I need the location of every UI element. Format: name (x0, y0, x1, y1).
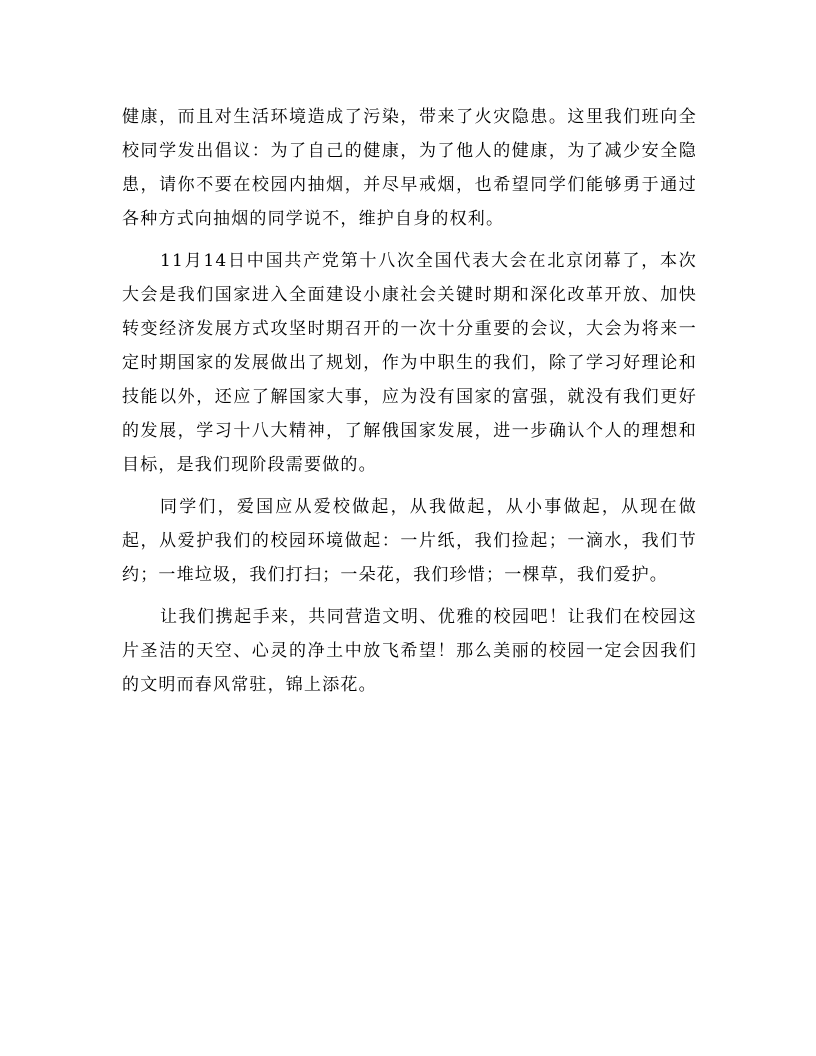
paragraph-smoking-initiative: 健康，而且对生活环境造成了污染，带来了火灾隐患。这里我们班向全校同学发出倡议：为了自己的健康，为了他人的健康，为了减少安全隐患，请你不要在校园内抽烟，并尽早戒烟，也希望同学们能够勇于通过各种方式向抽烟的同学说不，维护自身的权利。 (122, 107, 697, 229)
paragraph-eighteenth-congress: 11月14日中国共产党第十八次全国代表大会在北京闭幕了，本次大会是我们国家进入全面建设小康社会关键时期和深化改革开放、加快转变经济发展方式攻坚时期召开的一次十分重要的会议，大会为将来一定时期国家的发展做出了规划，作为中职生的我们，除了学习好理论和技能以外，还应了解国家大事，应为没有国家的富强，就没有我们更好的发展，学习十八大精神，了解俄国家发展，进一步确认个人的理想和目标，是我们现阶段需要做的。 (122, 251, 697, 475)
paragraph-civilized-campus: 让我们携起手来，共同营造文明、优雅的校园吧！让我们在校园这片圣洁的天空、心灵的净土中放飞希望！那么美丽的校园一定会因我们的文明而春风常驻，锦上添花。 (122, 607, 697, 695)
paragraph-love-school: 同学们，爱国应从爱校做起，从我做起，从小事做起，从现在做起，从爱护我们的校园环境做起：一片纸，我们捡起；一滴水，我们节约；一堆垃圾，我们打扫；一朵花，我们珍惜；一棵草，我们爱护。 (122, 497, 697, 585)
document-body (122, 100, 697, 702)
